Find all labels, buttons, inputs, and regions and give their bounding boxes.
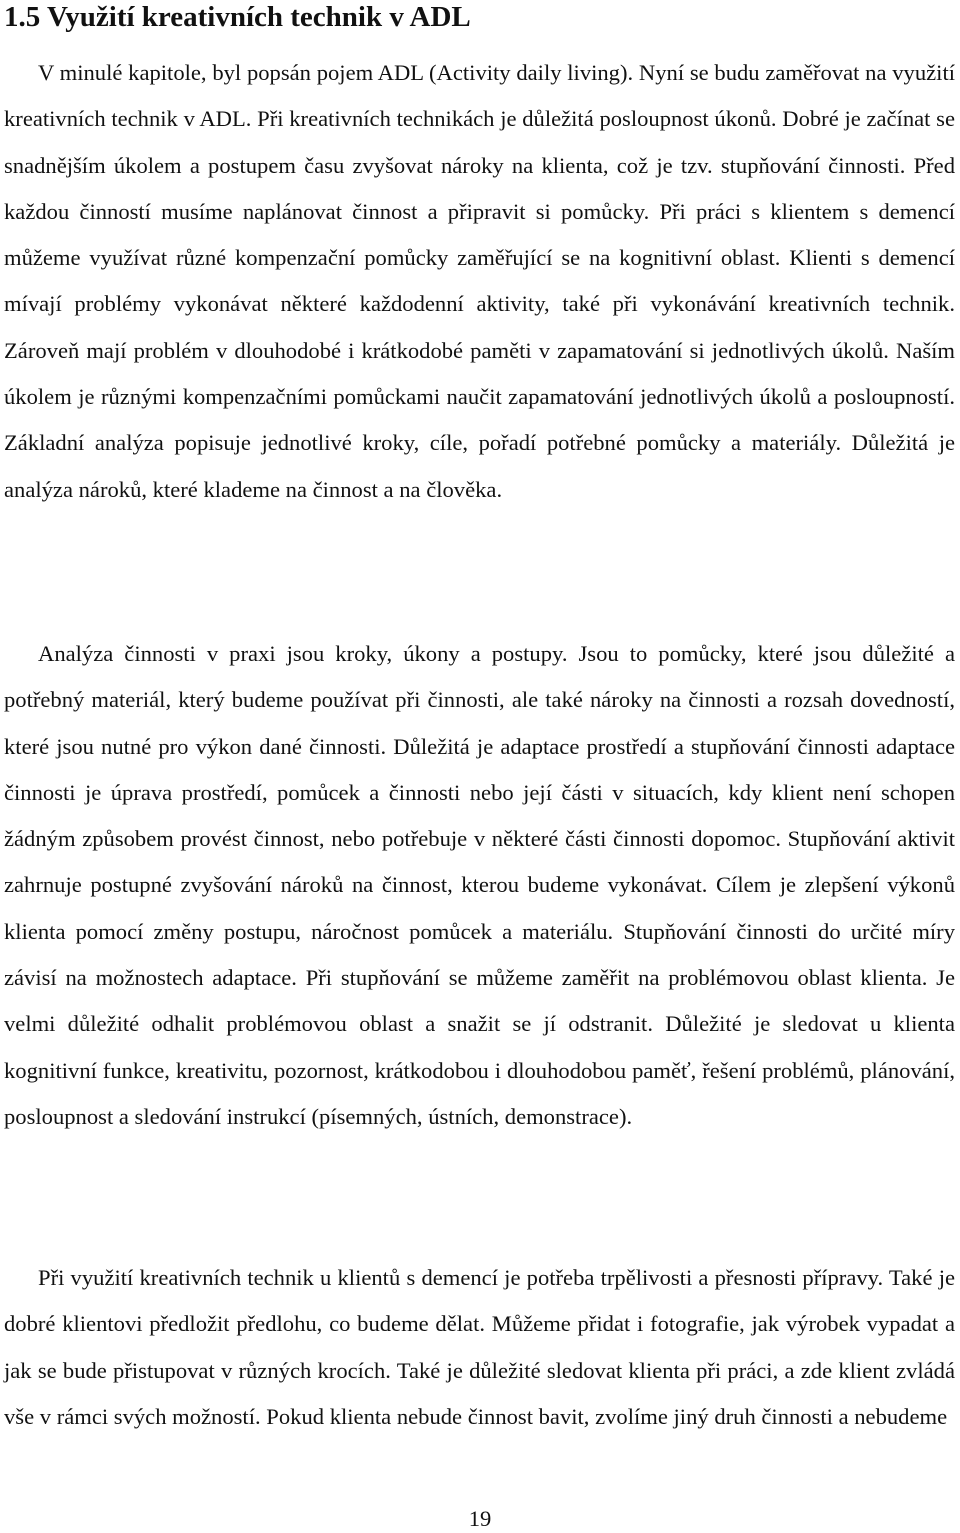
paragraph-activity-analysis: Analýza činnosti v praxi jsou kroky, úkony a postupy. Jsou to pomůcky, které jsou důležité a potřebný materiál, který budeme používat při činnosti, ale také nároky na činnosti a rozsah dovedností, které jsou nutné pro výkon dané činnosti. Důležitá je adaptace prostředí a stupňování činnosti adaptace činnosti je úprava prostředí, pomůcek a činnosti nebo její části v situacích, kdy klient není schopen žádným způsobem provést činnost, nebo potřebuje v některé části činnosti dopomoc. Stupňování aktivit zahrnuje postupné zvyšování nároků na činnost, kterou budeme vykonávat. Cílem je zlepšení výkonů klienta pomocí změny postupu, náročnost pomůcek a materiálu. Stupňování činnosti do určité míry závisí na možnostech adaptace. Při stupňování se můžeme zaměřit na problémovou oblast klienta. Je velmi důležité odhalit problémovou oblast a snažit se jí odstranit. Důležité je sledovat u klienta kognitivní funkce, kreativitu, pozornost, krátkodobou i dlouhodobou paměť, řešení problémů, plánování, posloupnost a sledování instrukcí (písemných, ústních, demonstrace). bbox=[4, 641, 955, 1129]
section-heading: 1.5 Využití kreativních technik v ADL bbox=[4, 1, 471, 33]
page-number: 19 bbox=[468, 1506, 492, 1531]
paragraph-adl-intro: V minulé kapitole, byl popsán pojem ADL (Activity daily living). Nyní se budu zaměřovat na využití kreativních technik v ADL. Při kreativních technikách je důležitá posloupnost úkonů. Dobré je začínat se snadnějším úkolem a postupem času zvyšovat nároky na klienta, což je tzv. stupňování činnosti. Před každou činností musíme naplánovat činnost a připravit si pomůcky. Při práci s klientem s demencí můžeme využívat různé kompenzační pomůcky zaměřující se na kognitivní oblast. Klienti s demencí mívají problémy vykonávat některé každodenní aktivity, také při vykonávání kreativních technik. Zároveň mají problém v dlouhodobé i krátkodobé paměti v zapamatování si jednotlivých úkolů. Naším úkolem je různými kompenzačními pomůckami naučit zapamatování jednotlivých úkolů a posloupností. Základní analýza popisuje jednotlivé kroky, cíle, pořadí potřebné pomůcky a materiály. Důležitá je analýza nároků, které klademe na činnost a na člověka. bbox=[4, 60, 955, 502]
paragraph-dementia-clients: Při využití kreativních technik u klientů s demencí je potřeba trpělivosti a přesnosti přípravy. Také je dobré klientovi předložit předlohu, co budeme dělat. Můžeme přidat i fotografie, jak výrobek vypadat a jak se bude přistupovat v různých krocích. Také je důležité sledovat klienta při práci, a zde klient zvládá vše v rámci svých možností. Pokud klienta nebude činnost bavit, zvolíme jiný druh činnosti a nebudeme bbox=[4, 1265, 955, 1429]
